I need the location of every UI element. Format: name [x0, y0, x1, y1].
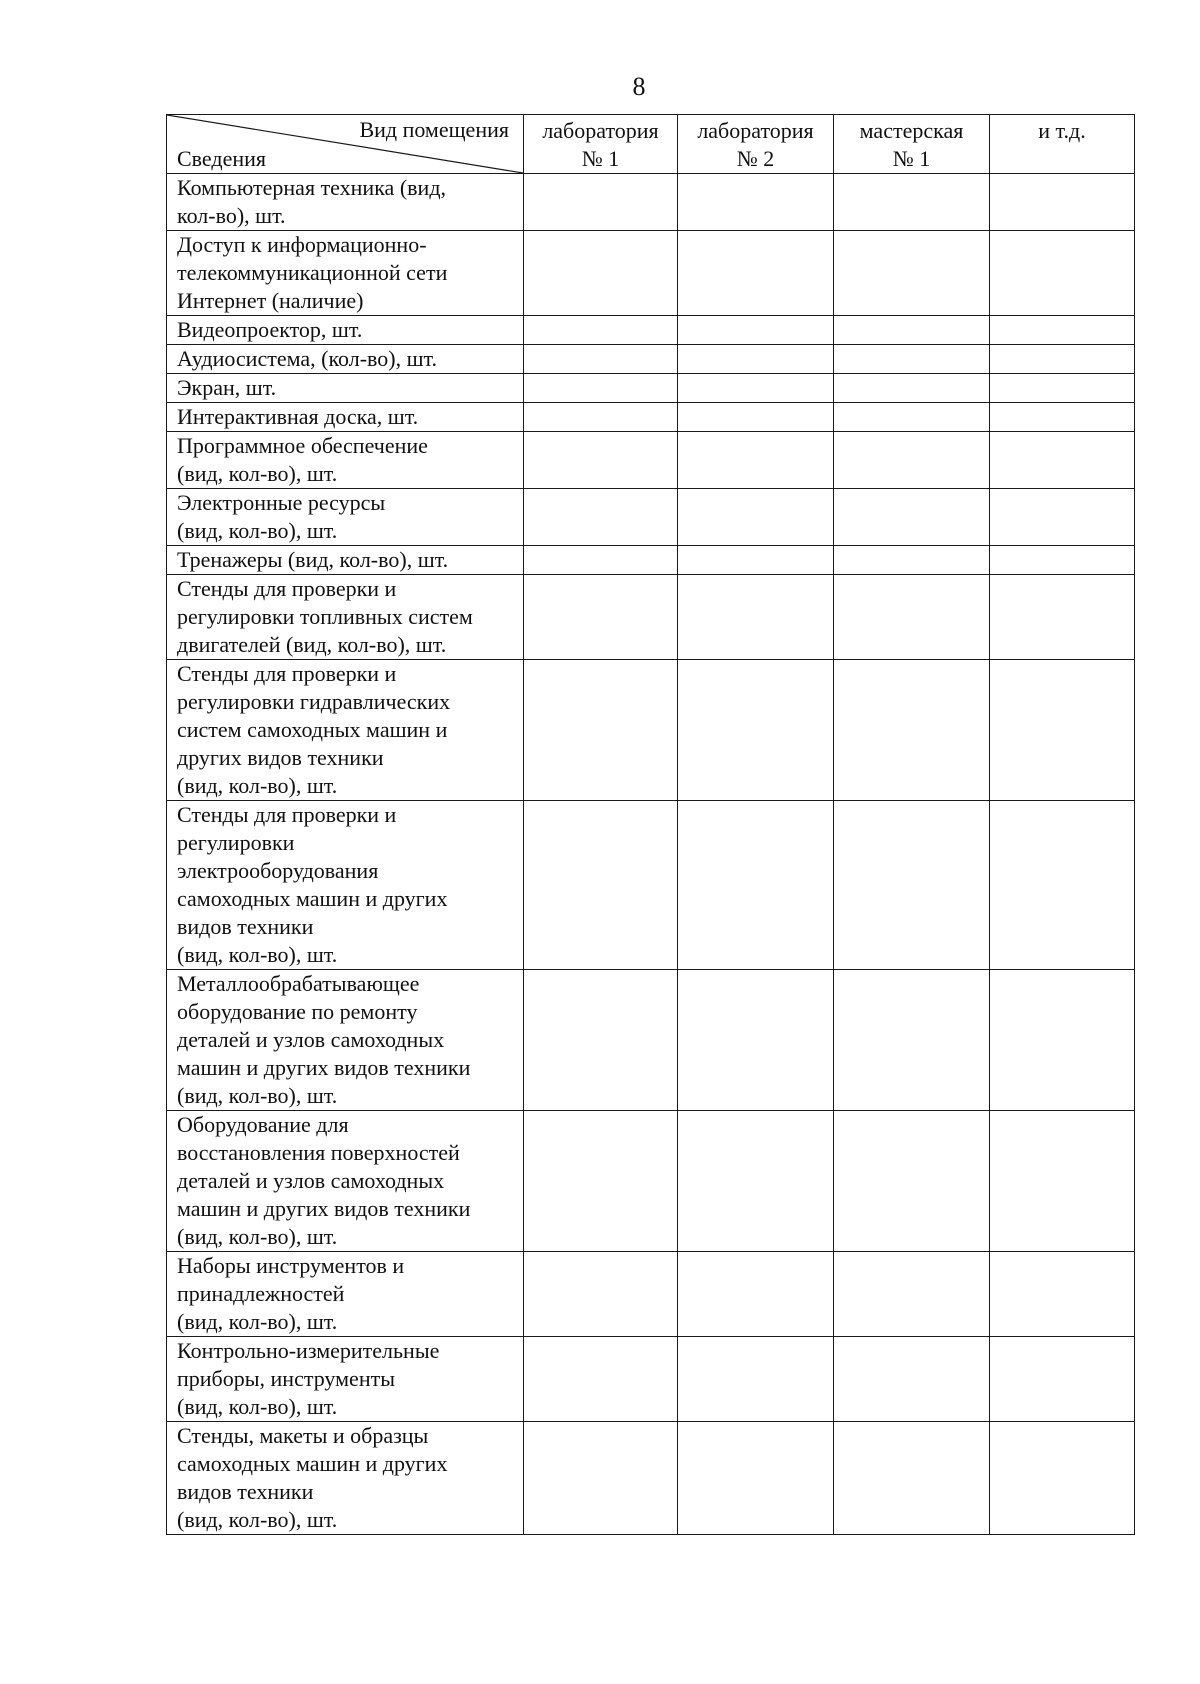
empty-cell	[990, 1422, 1135, 1535]
row-label: Интерактивная доска, шт.	[167, 403, 524, 432]
equipment-table	[166, 114, 1135, 1535]
row-label: Контрольно-измерительные приборы, инструменты (вид, кол-во), шт.	[167, 1337, 524, 1422]
empty-cell	[678, 575, 834, 660]
row-label: Наборы инструментов и принадлежностей (вид, кол-во), шт.	[167, 1252, 524, 1337]
empty-cell	[834, 1337, 990, 1422]
empty-cell	[834, 970, 990, 1111]
empty-cell	[678, 660, 834, 801]
column-header-3: мастерская № 1	[834, 115, 990, 174]
empty-cell	[990, 345, 1135, 374]
empty-cell	[678, 546, 834, 575]
empty-cell	[524, 374, 678, 403]
empty-cell	[834, 1111, 990, 1252]
empty-cell	[524, 546, 678, 575]
row-label: Видеопроектор, шт.	[167, 316, 524, 345]
row-label: Программное обеспечение (вид, кол-во), шт.	[167, 432, 524, 489]
empty-cell	[678, 403, 834, 432]
empty-cell	[834, 374, 990, 403]
empty-cell	[990, 403, 1135, 432]
empty-cell	[834, 403, 990, 432]
page-number: 8	[632, 72, 646, 101]
empty-cell	[678, 345, 834, 374]
empty-cell	[678, 1337, 834, 1422]
empty-cell	[524, 489, 678, 546]
row-label: Стенды, макеты и образцы самоходных машин и других видов техники (вид, кол-во), шт.	[167, 1422, 524, 1535]
empty-cell	[990, 489, 1135, 546]
empty-cell	[834, 231, 990, 316]
column-header-1: лаборатория № 1	[524, 115, 678, 174]
empty-cell	[524, 316, 678, 345]
empty-cell	[834, 489, 990, 546]
table-row	[167, 1252, 1135, 1337]
column-header-4: и т.д.	[990, 115, 1135, 174]
empty-cell	[678, 970, 834, 1111]
row-label: Доступ к информационно- телекоммуникационной сети Интернет (наличие)	[167, 231, 524, 316]
empty-cell	[678, 801, 834, 970]
diagonal-header-cell	[167, 115, 524, 174]
empty-cell	[990, 432, 1135, 489]
table-row	[167, 970, 1135, 1111]
empty-cell	[524, 1422, 678, 1535]
empty-cell	[834, 316, 990, 345]
column-header-2: лаборатория № 2	[678, 115, 834, 174]
empty-cell	[990, 546, 1135, 575]
table-row	[167, 231, 1135, 316]
empty-cell	[524, 1111, 678, 1252]
empty-cell	[834, 660, 990, 801]
empty-cell	[990, 575, 1135, 660]
table-row	[167, 403, 1135, 432]
empty-cell	[990, 1337, 1135, 1422]
table-row	[167, 316, 1135, 345]
row-label: Аудиосистема, (кол-во), шт.	[167, 345, 524, 374]
table-row	[167, 801, 1135, 970]
row-label: Металлообрабатывающее оборудование по ремонту деталей и узлов самоходных машин и других видов техники (вид, кол-во), шт.	[167, 970, 524, 1111]
row-label: Оборудование для восстановления поверхностей деталей и узлов самоходных машин и других видов техники (вид, кол-во), шт.	[167, 1111, 524, 1252]
table-row	[167, 575, 1135, 660]
row-label: Стенды для проверки и регулировки топливных систем двигателей (вид, кол-во), шт.	[167, 575, 524, 660]
empty-cell	[524, 970, 678, 1111]
empty-cell	[834, 546, 990, 575]
empty-cell	[990, 231, 1135, 316]
empty-cell	[990, 174, 1135, 231]
room-type-label: Вид помещения	[359, 117, 509, 142]
table-row	[167, 1337, 1135, 1422]
row-label: Стенды для проверки и регулировки гидравлических систем самоходных машин и других видов техники (вид, кол-во), шт.	[167, 660, 524, 801]
table-row	[167, 345, 1135, 374]
empty-cell	[834, 432, 990, 489]
empty-cell	[834, 801, 990, 970]
empty-cell	[834, 174, 990, 231]
empty-cell	[990, 1252, 1135, 1337]
table-row	[167, 660, 1135, 801]
table-row	[167, 1111, 1135, 1252]
row-label: Компьютерная техника (вид, кол-во), шт.	[167, 174, 524, 231]
empty-cell	[678, 1422, 834, 1535]
table-row	[167, 1422, 1135, 1535]
table-row	[167, 489, 1135, 546]
empty-cell	[678, 1252, 834, 1337]
empty-cell	[524, 660, 678, 801]
empty-cell	[524, 1252, 678, 1337]
empty-cell	[678, 489, 834, 546]
empty-cell	[524, 432, 678, 489]
empty-cell	[678, 432, 834, 489]
empty-cell	[524, 575, 678, 660]
empty-cell	[678, 174, 834, 231]
empty-cell	[990, 970, 1135, 1111]
empty-cell	[990, 660, 1135, 801]
row-label: Электронные ресурсы (вид, кол-во), шт.	[167, 489, 524, 546]
empty-cell	[834, 345, 990, 374]
empty-cell	[524, 345, 678, 374]
empty-cell	[524, 1337, 678, 1422]
table-header-row	[167, 115, 1135, 174]
empty-cell	[678, 1111, 834, 1252]
row-label: Тренажеры (вид, кол-во), шт.	[167, 546, 524, 575]
info-label: Сведения	[177, 146, 267, 171]
row-label: Стенды для проверки и регулировки электрооборудования самоходных машин и других видов техники (вид, кол-во), шт.	[167, 801, 524, 970]
empty-cell	[678, 316, 834, 345]
table-row	[167, 546, 1135, 575]
table-body	[167, 174, 1135, 1535]
table-row	[167, 374, 1135, 403]
empty-cell	[834, 575, 990, 660]
table-row	[167, 174, 1135, 231]
empty-cell	[834, 1252, 990, 1337]
empty-cell	[524, 174, 678, 231]
empty-cell	[678, 231, 834, 316]
empty-cell	[990, 316, 1135, 345]
empty-cell	[990, 1111, 1135, 1252]
empty-cell	[834, 1422, 990, 1535]
row-label: Экран, шт.	[167, 374, 524, 403]
empty-cell	[990, 801, 1135, 970]
table-row	[167, 432, 1135, 489]
empty-cell	[678, 374, 834, 403]
empty-cell	[990, 374, 1135, 403]
empty-cell	[524, 231, 678, 316]
empty-cell	[524, 403, 678, 432]
empty-cell	[524, 801, 678, 970]
